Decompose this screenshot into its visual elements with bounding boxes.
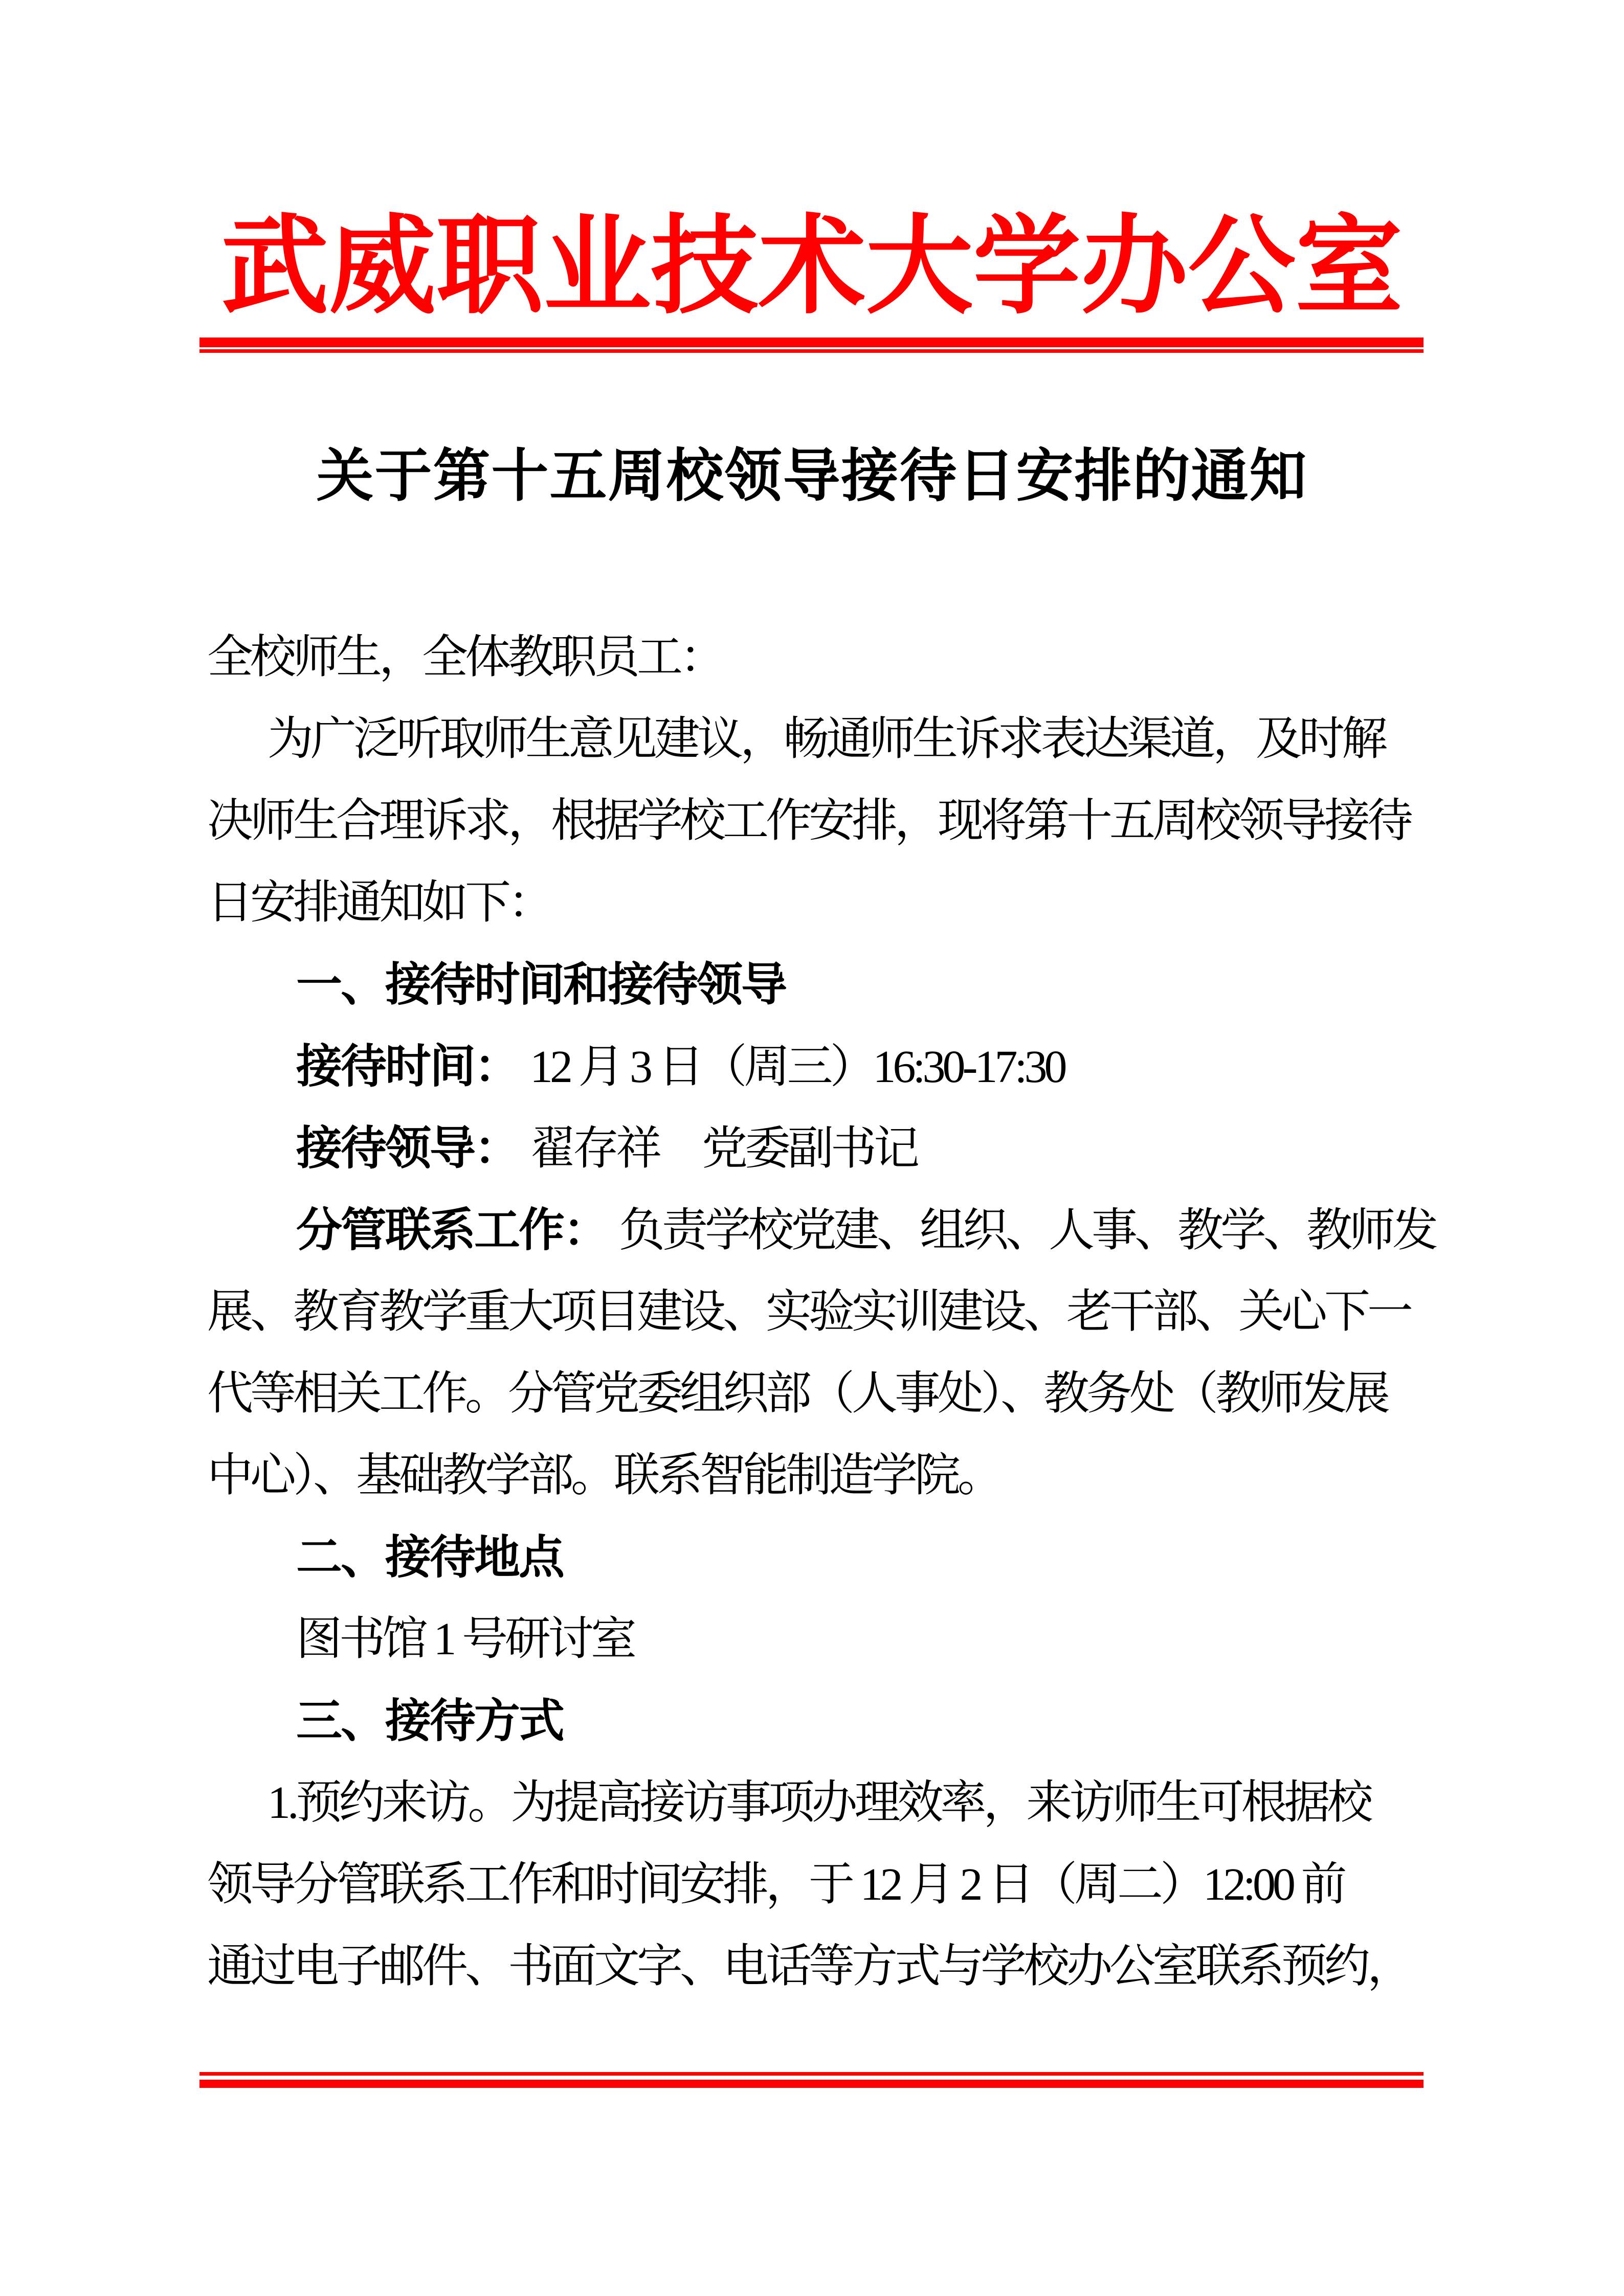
document-line-reception-time: 接待时间： 12 月 3 日（周三）16:30-17:30 (296, 1041, 1064, 1092)
document-line: 领导分管联系工作和时间安排，于 12 月 2 日（周二）12:00 前 (207, 1859, 1344, 1910)
document-line-responsibilities: 分管联系工作： 负责学校党建、组织、人事、教学、教师发 (296, 1205, 1435, 1256)
document-line: 为广泛听取师生意见建议，畅通师生诉求表达渠道，及时解 (268, 714, 1385, 764)
footer-rule-thick (199, 2080, 1423, 2088)
section-heading-1: 一、接待时间和接待领导 (296, 959, 786, 1010)
header-rule-thin (199, 349, 1423, 353)
document-line-location: 图书馆 1 号研讨室 (296, 1614, 634, 1664)
notice-title: 关于第十五周校领导接待日安排的通知 (316, 445, 1308, 508)
letterhead-org-title: 武威职业技术大学办公室 (221, 208, 1403, 327)
document-line-reception-leader: 接待领导： 翟存祥 党委副书记 (296, 1123, 917, 1174)
document-line-salutation: 全校师生，全体教职员工： (207, 632, 723, 683)
document-line: 日安排通知如下： (207, 877, 551, 928)
document-line: 展、教育教学重大项目建设、实验实训建设、老干部、关心下一 (207, 1287, 1410, 1337)
document-line: 代等相关工作。分管党委组织部（人事处）、教务处（教师发展 (207, 1368, 1387, 1419)
section-heading-3: 三、接待方式 (296, 1696, 563, 1747)
header-rule-thick (199, 337, 1423, 347)
section-heading-2: 二、接待地点 (296, 1532, 563, 1583)
bold-label: 分管联系工作： (296, 1205, 608, 1256)
document-line: 决师生合理诉求，根据学校工作安排，现将第十五周校领导接待 (207, 796, 1410, 846)
document-line: 1.预约来访。为提高接访事项办理效率，来访师生可根据校 (268, 1777, 1370, 1828)
bold-label: 接待时间： (296, 1041, 519, 1092)
document-line: 通过电子邮件、书面文字、电话等方式与学校办公室联系预约， (207, 1941, 1410, 1992)
document-line: 中心）、基础教学部。联系智能制造学院。 (207, 1450, 1000, 1501)
footer-rule-thin (199, 2072, 1423, 2076)
document-body (207, 617, 1435, 2008)
bold-label: 接待领导： (296, 1123, 519, 1174)
